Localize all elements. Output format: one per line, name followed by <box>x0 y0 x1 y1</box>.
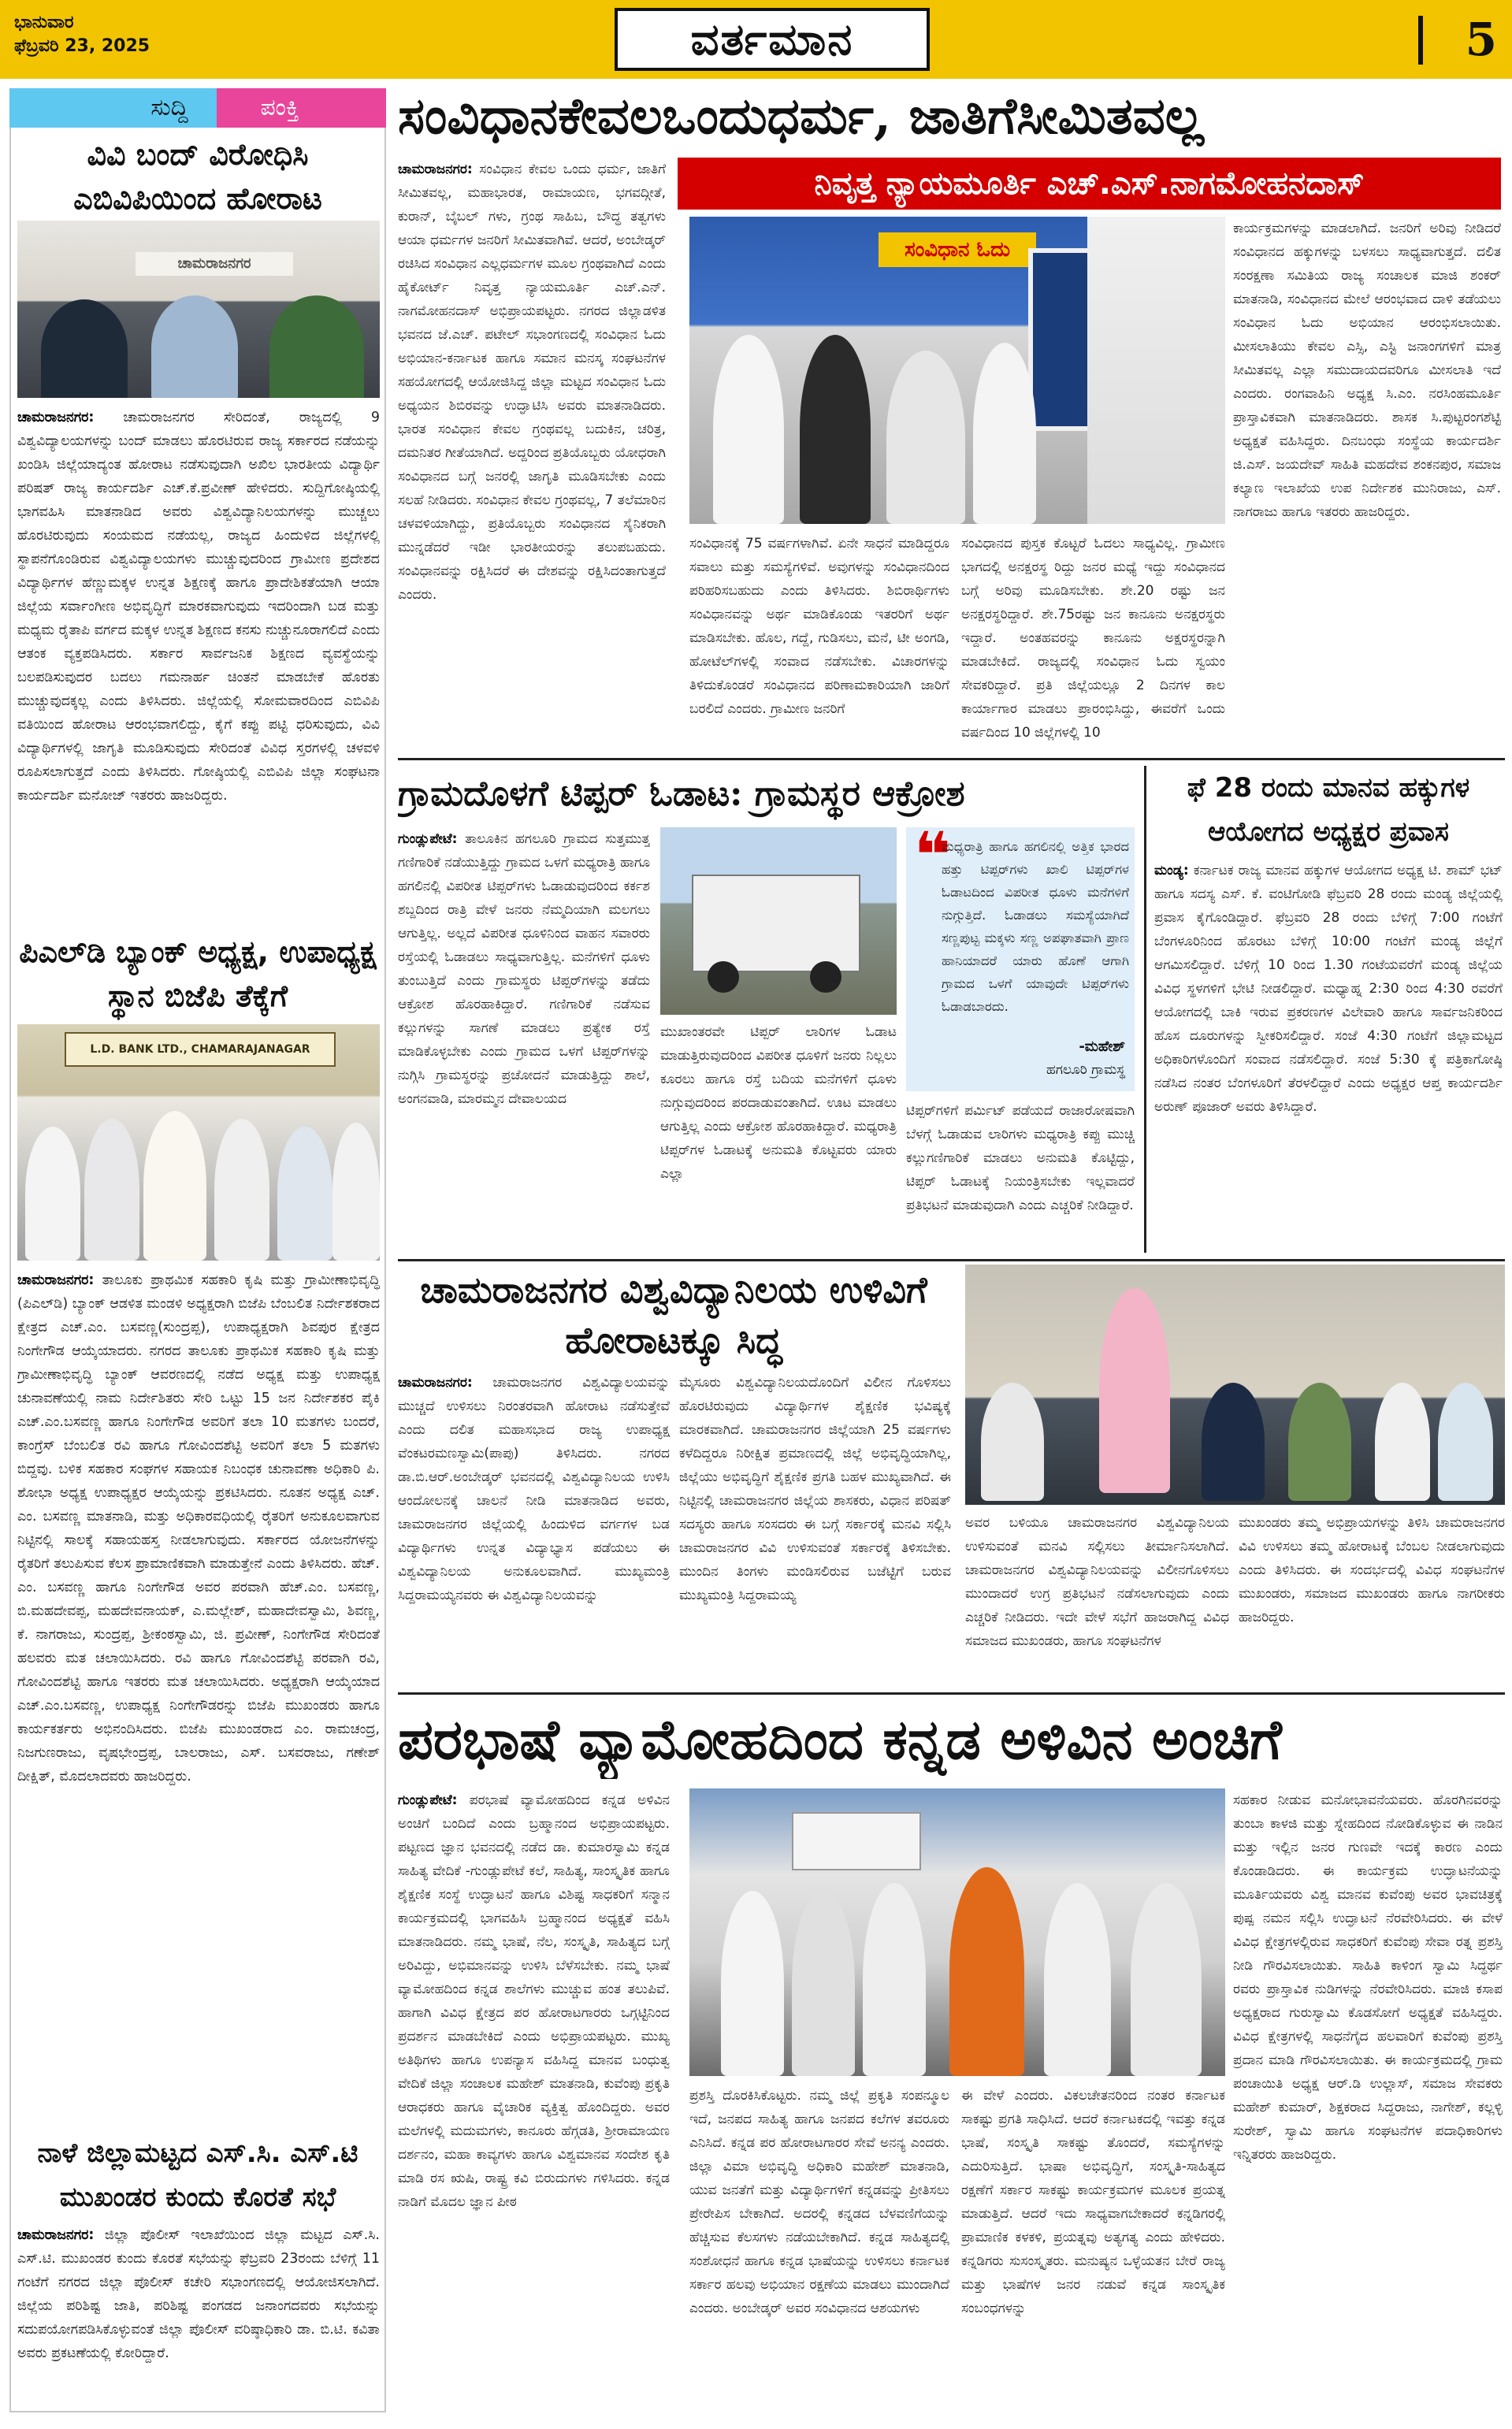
person-figure <box>886 351 965 524</box>
person-figure <box>84 1119 139 1261</box>
dateline: ಚಾಮರಾಜನಗರ: <box>398 1375 473 1391</box>
person-figure <box>949 1867 1024 2076</box>
masthead-date-text: ಫೆಬ್ರವರಿ 23, 2025 <box>14 36 150 56</box>
sidebar-story3-headline: ನಾಳೆ ಜಿಲ್ಲಾಮಟ್ಟದ ಎಸ್.ಸಿ. ಎಸ್.ಟಿ ಮುಖಂಡರ ಕುಂದು ಕೊರತೆ ಸಭೆ <box>37 2137 358 2213</box>
person-figure <box>1375 1383 1430 1501</box>
banner-text: ಸಂವಿಧಾನ ಓದು <box>879 232 1036 267</box>
person-figure <box>143 1111 206 1261</box>
truck-shape <box>692 875 860 972</box>
tipper-col3: ಟಿಪ್ಪರ್‌ಗಳಿಗೆ ಪರ್ಮಿಟ್ ಪಡೆಯದೆ ರಾಜಾರೋಷವಾಗಿ ಬೆಳಗ್ಗೆ ಓಡಾಡುವ ಲಾರಿಗಳು ಮಧ್ಯರಾತ್ರಿ ಕಪ್ಪು ಮುಚ್ಚಿ ಕಲ್ಲುಗಣಿಗಾರಿಕೆ ಮಾಡಲು ಅನುಮತಿ ಕೊಟ್ಟಿದ್ದು, ಟಿಪ್ಪರ್ ಓಡಾಟಕ್ಕೆ ನಿಯಂತ್ರಿಸಬೇಕು ಇಲ್ಲವಾದರೆ ಪ್ರತಿಭಟನೆ ಮಾಡುವುದಾಗಿ ಎಂದು ಎಚ್ಚರಿಕೆ ನೀಡಿದ್ದಾರೆ. <box>906 1103 1135 1213</box>
tipper-quote-box <box>906 819 1135 1091</box>
column-divider <box>1144 766 1146 1253</box>
story-text: ಜಿಲ್ಲಾ ಪೊಲೀಸ್ ಇಲಾಖೆಯಿಂದ ಜಿಲ್ಲಾ ಮಟ್ಟದ ಎಸ್.ಸಿ. ಎಸ್.ಟಿ. ಮುಖಂಡರ ಕುಂದು ಕೊರತೆ ಸಭೆಯನ್ನು ಫೆಬ್ರವರಿ 23ರಂದು ಬೆಳಿಗ್ಗೆ 11 ಗಂಟೆಗೆ ನಗರದ ಜಿಲ್ಲಾ ಪೊಲೀಸ್ ಕಚೇರಿ ಸಭಾಂಗಣದಲ್ಲಿ ಆಯೋಜಿಸಲಾಗಿದೆ. ಜಿಲ್ಲೆಯ ಪರಿಶಿಷ್ಟ ಜಾತಿ, ಪರಿಶಿಷ್ಟ ಪಂಗಡದ ಜನಾಂಗದವರು ಸಭೆಯನ್ನು ಸದುಪಯೋಗಪಡಿಸಿಕೊಳ್ಳುವಂತೆ ಜಿಲ್ಲಾ ಪೊಲೀಸ್ ವರಿಷ್ಠಾಧಿಕಾರಿ ಡಾ. ಬಿ.ಟಿ. ಕವಿತಾ ಅವರು ಪ್ರಕಟಣೆಯಲ್ಲಿ ಕೋರಿದ್ದಾರೆ. <box>17 2227 380 2361</box>
section-divider <box>398 758 1505 760</box>
univ-headline: ಚಾಮರಾಜನಗರ ವಿಶ್ವವಿದ್ಯಾನಿಲಯ ಉಳಿವಿಗೆ ಹೋರಾಟಕ್ಕೂ ಸಿದ್ಧ <box>420 1268 927 1361</box>
kannada-headline: ಪರಭಾಷೆ ವ್ಯಾಮೋಹದಿಂದ ಕನ್ನಡ ಅಳಿವಿನ ಅಂಚಿಗೆ <box>398 1707 1282 1772</box>
person-figure <box>269 295 364 398</box>
newspaper-name: ವರ್ತಮಾನ <box>615 8 930 71</box>
masthead-day: ಭಾನುವಾರ <box>14 13 74 32</box>
sidebar-story2-photo <box>17 1024 380 1261</box>
story-text: ಪರಭಾಷೆ ವ್ಯಾಮೋಹದಿಂದ ಕನ್ನಡ ಅಳಿವಿನ ಅಂಚಿಗೆ ಬಂದಿದೆ ಎಂದು ಬ್ರಹ್ಮಾನಂದ ಅಭಿಪ್ರಾಯಪಟ್ಟರು. ಪಟ್ಟಣದ ಜ್ಞಾನ ಭವನದಲ್ಲಿ ನಡೆದ ಡಾ. ಕುಮಾರಸ್ವಾಮಿ ಕನ್ನಡ ಸಾಹಿತ್ಯ ವೇದಿಕೆ -ಗುಂಡ್ಲುಪೇಟೆ ಕಲೆ, ಸಾಹಿತ್ಯ, ಸಾಂಸ್ಕೃತಿಕ ಹಾಗೂ ಶೈಕ್ಷಣಿಕ ಸಂಸ್ಥೆ ಉದ್ಘಾಟನೆ ಹಾಗೂ ವಿಶಿಷ್ಟ ಸಾಧಕರಿಗೆ ಸನ್ಮಾನ ಕಾರ್ಯಕ್ರಮದಲ್ಲಿ ಭಾಗವಹಿಸಿ ಬ್ರಹ್ಮಾನಂದ ಅಧ್ಯಕ್ಷತೆ ವಹಿಸಿ ಮಾತನಾಡಿದರು. ನಮ್ಮ ಭಾಷೆ, ನೆಲ, ಸಂಸ್ಕೃತಿ, ಸಾಹಿತ್ಯದ ಬಗ್ಗೆ ಅರಿವಿದ್ದು, ಅಭಿಮಾನವನ್ನು ಉಳಿಸಿ ಬೆಳೆಸಬೇಕು. ನಮ್ಮ ಭಾಷೆ ವ್ಯಾಮೋಹದಿಂದ ಕನ್ನಡ ಶಾಲೆಗಳು ಮುಚ್ಚುವ ಹಂತ ತಲುಪಿವೆ. ಹಾಗಾಗಿ ವಿವಿಧ ಕ್ಷೇತ್ರದ ಪರ ಹೋರಾಟಗಾರರು ಒಗ್ಗಟ್ಟಿನಿಂದ ಪ್ರದರ್ಶನ ಮಾಡಬೇಕಿದೆ ಎಂದು ಅಭಿಪ್ರಾಯಪಟ್ಟರು. ಮುಖ್ಯ ಅತಿಥಿಗಳು ಹಾಗೂ ಉಪನ್ಯಾಸ ವಹಿಸಿದ್ದ ಮಾನವ ಬಂಧುತ್ವ ವೇದಿಕೆ ಜಿಲ್ಲಾ ಸಂಚಾಲಕ ಮಹೇಶ್ ಮಾತನಾಡಿ, ಕುವೆಂಪು ಪ್ರಕೃತಿ ಆರಾಧಕರು ಹಾಗೂ ವೈಚಾರಿಕ ವ್ಯಕ್ತಿತ್ವ ಹೊಂದಿದ್ದರು. ಅವರ ಮಲೆಗಳಲ್ಲಿ ಮದುಮಗಳು, ಕಾನೂರು ಹೆಗ್ಗಡತಿ, ಶ್ರೀರಾಮಾಯಣ ದರ್ಶನಂ, ಮಹಾ ಕಾವ್ಯಗಳು ಹಾಗೂ ವಿಶ್ವಮಾನವ ಸಂದೇಶ ಕೃತಿ ಮಾಡಿ ರಸ ಋಷಿ, ರಾಷ್ಟ್ರ ಕವಿ ಬಿರುದುಗಳು ಗಳಿಸಿದರು. ಕನ್ನಡ ನಾಡಿಗೆ ಮೊದಲ ಜ್ಞಾನ ಪೀಠ <box>398 1792 670 2210</box>
kannada-photo <box>689 1788 1225 2076</box>
quote-icon: ❝ <box>914 819 951 892</box>
tipper-headline: ಗ್ರಾಮದೊಳಗೆ ಟಿಪ್ಪರ್ ಓಡಾಟ: ಗ್ರಾಮಸ್ಥರ ಆಕ್ರೋಶ <box>398 774 965 814</box>
person-figure <box>721 1891 784 2076</box>
quote-author-place: ಹಗಲೂರಿ ಗ್ರಾಮಸ್ಥ <box>1046 1062 1125 1078</box>
univ-col2: ಮೈಸೂರು ವಿಶ್ವವಿದ್ಯಾನಿಲಯದೊಂದಿಗೆ ವಿಲೀನ ಗೊಳಿಸಲು ಹೊರಟಿರುವುದು ವಿದ್ಯಾರ್ಥಿಗಳ ಶೈಕ್ಷಣಿಕ ಭವಿಷ್ಯಕ್ಕೆ ಮಾರಕವಾಗಿದೆ. ಚಾಮರಾಜನಗರ ಜಿಲ್ಲೆಯಾಗಿ 25 ವರ್ಷಗಳು ಕಳೆದಿದ್ದರೂ ನಿರೀಕ್ಷಿತ ಪ್ರಮಾಣದಲ್ಲಿ ಜಿಲ್ಲೆ ಅಭಿವೃದ್ಧಿಯಾಗಿಲ್ಲ, ಜಿಲ್ಲೆಯು ಅಭಿವೃದ್ಧಿಗೆ ಶೈಕ್ಷಣಿಕ ಪ್ರಗತಿ ಬಹಳ ಮುಖ್ಯವಾಗಿದೆ. ಈ ನಿಟ್ಟಿನಲ್ಲಿ ಚಾಮರಾಜನಗರ ಜಿಲ್ಲೆಯ ಶಾಸಕರು, ವಿಧಾನ ಪರಿಷತ್ ಸದಸ್ಯರು ಹಾಗೂ ಸಂಸದರು ಈ ಬಗ್ಗೆ ಸರ್ಕಾರಕ್ಕೆ ಮನವಿ ಸಲ್ಲಿಸಿ ಚಾಮರಾಜನಗರ ವಿವಿ ಉಳಿಸುವಂತೆ ಸರ್ಕಾರಕ್ಕೆ ತಿಳಿಸಬೇಕು. ಮುಂದಿನ ತಿಂಗಳು ಮಂಡಿಸಲಿರುವ ಬಜೆಟ್ಟಿಗೆ ಬರುವ ಮುಖ್ಯಮಂತ್ರಿ ಸಿದ್ದರಾಮಯ್ಯ <box>679 1375 951 1603</box>
story-text: ಚಾಮರಾಜನಗರ ವಿಶ್ವವಿದ್ಯಾಲಯವನ್ನು ಮುಚ್ಚದೆ ಉಳಿಸಲು ನಿರಂತರವಾಗಿ ಹೋರಾಟ ನಡೆಸುತ್ತೇವೆ ಎಂದು ದಲಿತ ಮಹಾಸಭಾದ ರಾಜ್ಯ ಉಪಾಧ್ಯಕ್ಷ ವೆಂಕಟರಮಣಸ್ವಾಮಿ(ಪಾಪು) ತಿಳಿಸಿದರು. ನಗರದ ಡಾ.ಬಿ.ಆರ್.ಅಂಬೇಡ್ಕರ್ ಭವನದಲ್ಲಿ ವಿಶ್ವವಿದ್ಯಾನಿಲಯ ಉಳಿಸಿ ಆಂದೋಲನಕ್ಕೆ ಚಾಲನೆ ನೀಡಿ ಮಾತನಾಡಿದ ಅವರು, ಚಾಮರಾಜನಗರ ಜಿಲ್ಲೆಯಲ್ಲಿ ಹಿಂದುಳಿದ ವರ್ಗಗಳ ಬಡ ವಿದ್ಯಾರ್ಥಿಗಳು ಉನ್ನತ ವಿದ್ಯಾಭ್ಯಾಸ ಪಡೆಯಲು ಈ ವಿಶ್ವವಿದ್ಯಾನಿಲಯ ಅನುಕೂಲವಾಗಿದೆ. ಮುಖ್ಯಮಂತ್ರಿ ಸಿದ್ದರಾಮಯ್ಯನವರು ಈ ವಿಶ್ವವಿದ್ಯಾನಿಲಯವನ್ನು <box>398 1375 670 1603</box>
story-text: ಸಂವಿಧಾನ ಕೇವಲ ಒಂದು ಧರ್ಮ, ಜಾತಿಗೆ ಸೀಮಿತವಲ್ಲ, ಮಹಾಭಾರತ, ರಾಮಾಯಣ, ಭಗವದ್ಗೀತೆ, ಕುರಾನ್, ಬೈಬಲ್ ಗಳು, ಗ್ರಂಥ ಸಾಹಿಬ, ಬೌದ್ಧ ತತ್ವಗಳು ಆಯಾ ಧರ್ಮಗಳ ಜನರಿಗೆ ಸೀಮಿತವಾಗಿವೆ. ಆದರೆ, ಅಂಬೇಡ್ಕರ್ ರಚಿಸಿದ ಸಂವಿಧಾನ ಎಲ್ಲಧರ್ಮಗಳ ಮೂಲ ಗ್ರಂಥವಾಗಿದೆ ಎಂದು ಹೈಕೋರ್ಟ್ ನಿವೃತ್ತ ನ್ಯಾಯಮೂರ್ತಿ ಎಚ್.ಎನ್. ನಾಗಮೋಹನದಾಸ್ ಅಭಿಪ್ರಾಯಪಟ್ಟರು. ನಗರದ ಜಿಲ್ಲಾಡಳಿತ ಭವನದ ಜೆ.ಎಚ್. ಪಟೇಲ್ ಸಭಾಂಗಣದಲ್ಲಿ ಸಂವಿಧಾನ ಓದು ಅಭಿಯಾನ-ಕರ್ನಾಟಕ ಹಾಗೂ ಸಮಾನ ಮನಸ್ಕ ಸಂಘಟನೆಗಳ ಸಹಯೋಗದಲ್ಲಿ ಆಯೋಜಿಸಿದ್ದ ಜಿಲ್ಲಾ ಮಟ್ಟದ ಸಂವಿಧಾನ ಓದು ಅಧ್ಯಯನ ಶಿಬಿರವನ್ನು ಉದ್ಘಾಟಿಸಿ ಅವರು ಮಾತನಾಡಿದರು. ಭಾರತ ಸಂವಿಧಾನ ಕೇವಲ ಗ್ರಂಥವಲ್ಲ ಬದುಕಿನ, ಚರಿತ್ರ, ದಮನಿತರ ಗೀತೆಯಾಗಿದೆ. ಅದ್ದರಿಂದ ಪ್ರತಿಯೊಬ್ಬರು ಯೋಧರಾಗಿ ಸಂವಿಧಾನದ ಬಗ್ಗೆ ಜನರಲ್ಲಿ ಜಾಗೃತಿ ಮೂಡಿಸಬೇಕು ಎಂದು ಸಲಹೆ ನೀಡಿದರು. ಸಂವಿಧಾನ ಕೇವಲ ಗ್ರಂಥವಲ್ಲ, 7 ತಲೆಮಾರಿನ ಚಳವಳಿಯಾಗಿದ್ದು, ಪ್ರತಿಯೊಬ್ಬರು ಸಂವಿಧಾನದ ಸೈನಿಕರಾಗಿ ಮುನ್ನಡೆದರೆ ಇಡೀ ಭಾರತೀಯರನ್ನು ತಲುಪಬಹುದು. ಸಂವಿಧಾನವನ್ನು ರಕ್ಷಿಸಿದರೆ ಈ ದೇಶವನ್ನು ರಕ್ಷಿಸಿದಂತಾಗುತ್ತದೆ ಎಂದರು. <box>398 162 666 603</box>
photo-banner <box>792 1812 921 1870</box>
univ-col1 <box>398 1371 670 1686</box>
truck-wheel <box>810 961 841 993</box>
person-figure <box>1202 1383 1265 1501</box>
person-figure <box>981 1383 1044 1501</box>
lead-col1 <box>398 158 666 748</box>
person-figure <box>792 1891 855 2076</box>
lead-subhead: ನಿವೃತ್ತ ನ್ಯಾಯಮೂರ್ತಿ ಎಚ್.ಎಸ್.ನಾಗಮೋಹನದಾಸ್ <box>678 158 1501 210</box>
person-figure <box>277 1127 332 1261</box>
masthead-date <box>14 11 235 58</box>
lead-photo-poster <box>1087 217 1225 524</box>
person-figure <box>1044 1883 1111 2076</box>
person-figure <box>41 299 128 398</box>
kannada-col4: ಸಹಕಾರ ನೀಡುವ ಮನೋಭಾವನೆಯವರು. ಹೊರಗಿನವರನ್ನು ತುಂಬಾ ಕಾಳಜಿ ಮತ್ತು ಸ್ನೇಹದಿಂದ ನೋಡಿಕೊಳ್ಳುವ ಈ ನಾಡಿನ ಮತ್ತು ಇಲ್ಲಿನ ಜನರ ಗುಣವೇ ಇದಕ್ಕೆ ಕಾರಣ ಎಂದು ಕೊಂಡಾಡಿದರು. ಈ ಕಾರ್ಯಕ್ರಮ ಉದ್ಘಾಟನೆಯನ್ನು ಮೂರ್ತಿಯವರು ವಿಶ್ವ ಮಾನವ ಕುವೆಂಪು ಅವರ ಭಾವಚಿತ್ರಕ್ಕೆ ಪುಷ್ಪ ನಮನ ಸಲ್ಲಿಸಿ ಉದ್ಘಾಟನೆ ನೆರವೇರಿಸಿದರು. ಈ ವೇಳೆ ವಿವಿಧ ಕ್ಷೇತ್ರಗಳಲ್ಲಿರುವ ಸಾಧಕರಿಗೆ ಕುವೆಂಪು ಸೇವಾ ರತ್ನ ಪ್ರಶಸ್ತಿ ನೀಡಿ ಗೌರವಿಸಲಾಯಿತು. ಸಾಹಿತಿ ಕಾಳಿಂಗ ಸ್ವಾಮಿ ಸಿದ್ಧರ್ಥ ರವರು ಪ್ರಾಸ್ತಾವಿಕ ನುಡಿಗಳನ್ನು ನೆರವೇರಿಸಿದರು. ಮಾಜಿ ಕಸಾಪ ಅಧ್ಯಕ್ಷರಾದ ಗುರುಸ್ವಾಮಿ ಕೊಡಸೋಗೆ ಅಧ್ಯಕ್ಷತೆ ವಹಿಸಿದ್ದರು. ವಿವಿಧ ಕ್ಷೇತ್ರಗಳಲ್ಲಿ ಸಾಧನೆಗೈದ ಹಲವಾರಿಗೆ ಕುವೆಂಪು ಪ್ರಶಸ್ತಿ ಪ್ರದಾನ ಮಾಡಿ ಗೌರವಿಸಲಾಯಿತು. ಈ ಕಾರ್ಯಕ್ರಮದಲ್ಲಿ ಗ್ರಾಮ ಪಂಚಾಯಿತಿ ಅಧ್ಯಕ್ಷ ಆರ್.ಡಿ ಉಲ್ಲಾಸ್, ಸಮಾಜ ಸೇವಕರು ಮಹೇಶ್ ಕುಮಾರ್, ಶಿಕ್ಷಕರಾದ ಸಿದ್ದರಾಜು, ನಾಗೇಶ್, ಕಲ್ಲಳ್ಳಿ ಸುರೇಶ್, ಸ್ವಾಮಿ ಹಾಗೂ ಸಂಘಟನೆಗಳ ಪದಾಧಿಕಾರಿಗಳು ಇನ್ನಿತರರು ಹಾಜರಿದ್ದರು. <box>1233 1792 1503 2163</box>
univ-col4: ಮುಖಂಡರು ತಮ್ಮ ಅಭಿಪ್ರಾಯಗಳನ್ನು ತಿಳಿಸಿ ಚಾಮರಾಜನಗರ ವಿವಿ ಉಳಿಸಲು ತಮ್ಮ ಹೋರಾಟಕ್ಕೆ ಬೆಂಬಲ ನೀಡಲಾಗುವುದು ಎಂದು ತಿಳಿಸಿದರು. ಈ ಸಂದರ್ಭದಲ್ಲಿ ವಿವಿಧ ಸಂಘಟನೆಗಳ ಮುಖಂಡರು, ಸಮಾಜದ ಮುಖಂಡರು ಹಾಗೂ ನಾಗರೀಕರು ಹಾಜರಿದ್ದರು. <box>1239 1515 1505 1625</box>
sidebar-story3-body <box>17 2223 380 2409</box>
lead-col3: ಸಂವಿಧಾನದ ಪುಸ್ತಕ ಕೊಟ್ಟರೆ ಓದಲು ಸಾಧ್ಯವಿಲ್ಲ. ಗ್ರಾಮೀಣ ಭಾಗದಲ್ಲಿ ಅನಕ್ಷರಸ್ಥ ರಿದ್ದು ಜನರ ಮಧ್ಯೆ ಇದ್ದು ಸಂವಿಧಾನದ ಬಗ್ಗೆ ಅರಿವು ಮೂಡಿಸಬೇಕು. ಶೇ.20 ರಷ್ಟು ಜನ ಅನಕ್ಷರಸ್ಥರಿದ್ದಾರೆ. ಶೇ.75ರಷ್ಟು ಜನ ಕಾನೂನು ಅನಕ್ಷರಸ್ಥರು ಇದ್ದಾರೆ. ಅಂತಹವರನ್ನು ಕಾನೂನು ಅಕ್ಷರಸ್ಥರನ್ನಾಗಿ ಮಾಡಬೇಕಿದೆ. ರಾಜ್ಯದಲ್ಲಿ ಸಂವಿಧಾನ ಓದು ಸ್ವಯಂ ಸೇವಕರಿದ್ದಾರೆ. ಪ್ರತಿ ಜಿಲ್ಲೆಯಲ್ಲೂ 2 ದಿನಗಳ ಕಾಲ ಕಾರ್ಯಾಗಾರ ಮಾಡಲು ಪ್ರಾರಂಭಿಸಿದ್ದು, ಈವರೆಗೆ ಒಂದು ವರ್ಷದಿಂದ 10 ಜಿಲ್ಲೆಗಳಲ್ಲಿ 10 <box>961 536 1225 741</box>
sidebar-story2-body <box>17 1268 380 2127</box>
person-figure <box>1288 1383 1351 1501</box>
section-divider <box>398 1259 1505 1261</box>
quote-author: -ಮಹೇಶ್ <box>1079 1038 1125 1055</box>
person-figure <box>214 1119 269 1261</box>
person-figure <box>713 335 784 524</box>
story-text: ತಾಲೂಕು ಪ್ರಾಥಮಿಕ ಸಹಕಾರಿ ಕೃಷಿ ಮತ್ತು ಗ್ರಾಮೀಣಾಭಿವೃದ್ಧಿ (ಪಿಎಲ್‌ಡಿ) ಬ್ಯಾಂಕ್ ಆಡಳಿತ ಮಂಡಳಿ ಅಧ್ಯಕ್ಷರಾಗಿ ಬಿಜೆಪಿ ಬೆಂಬಲಿತ ನಿರ್ದೇಶಕರಾದ ಕ್ಷೇತ್ರದ ಎಚ್.ಎಂ. ಬಸವಣ್ಣ(ಸುಂದ್ರಪ್ಪ), ಉಪಾಧ್ಯಕ್ಷರಾಗಿ ಶಿವಪುರ ಕ್ಷೇತ್ರದ ನಿಂಗೇಗೌಡ ಆಯ್ಕೆಯಾದರು. ನಗರದ ತಾಲೂಕು ಪ್ರಾಥಮಿಕ ಸಹಕಾರಿ ಕೃಷಿ ಮತ್ತು ಗ್ರಾಮೀಣಾಭಿವೃದ್ಧಿ ಬ್ಯಾಂಕ್ ಆವರಣದಲ್ಲಿ ನಡೆದ ಅಧ್ಯಕ್ಷ ಮತ್ತು ಉಪಾಧ್ಯಕ್ಷ ಚುನಾವಣೆಯಲ್ಲಿ ನಾಮ ನಿರ್ದೇಶಿತರು ಸೇರಿ ಒಟ್ಟು 15 ಜನ ನಿರ್ದೇಶಕರ ಪೈಕಿ ಎಚ್.ಎಂ.ಬಸವಣ್ಣ ಹಾಗೂ ನಿಂಗೇಗೌಡ ಅವರಿಗೆ ತಲಾ 10 ಮತಗಳು ಬಂದರೆ, ಕಾಂಗ್ರೆಸ್ ಬೆಂಬಲಿತ ರವಿ ಹಾಗೂ ಗೋವಿಂದಶೆಟ್ಟಿ ಅವರಿಗೆ ತಲಾ 5 ಮತಗಳು ಬಿದ್ದವು. ಬಳಿಕ ಸಹಕಾರ ಸಂಘಗಳ ಸಹಾಯಕ ನಿಬಂಧಕ ಚುನಾವಣಾ ಅಧಿಕಾರಿ ಪಿ. ಶೋಭಾ ಅಧ್ಯಕ್ಷ ಉಪಾಧ್ಯಕ್ಷರ ಆಯ್ಕೆಯನ್ನು ಪ್ರಕಟಿಸಿದರು. ನೂತನ ಅಧ್ಯಕ್ಷ ಎಚ್. ಎಂ. ಬಸವಣ್ಣ ಮಾತನಾಡಿ, ಮತ್ತು ಅಧಿಕಾರವಧಿಯಲ್ಲಿ ರೈತರಿಗೆ ಅನುಕೂಲವಾಗುವ ನಿಟ್ಟಿನಲ್ಲಿ ಸಾಲಕ್ಕೆ ಸಹಾಯಹಸ್ತ ನೀಡಲಾಗುವುದು. ಸರ್ಕಾರದ ಯೋಜನೆಗಳನ್ನು ರೈತರಿಗೆ ತಲುಪಿಸುವ ಕೆಲಸ ಪ್ರಾಮಾಣಿಕವಾಗಿ ಮಾಡುತ್ತೇನೆ ಎಂದು ತಿಳಿಸಿದರು. ಹೆಚ್. ಎಂ. ಬಸವಣ್ಣ ಹಾಗೂ ನಿಂಗೇಗೌಡ ಅವರ ಪರವಾಗಿ ಹೆಚ್.ಎಂ. ಬಸವಣ್ಣ, ಬಿ.ಮಹದೇವಪ್ಪ, ಮಹದೇವನಾಯಕ್, ಎ.ಮಲ್ಲೇಶ್, ಮಹಾದೇವಸ್ವಾಮಿ, ಶಿವಣ್ಣ, ಕೆ. ನಾಗರಾಜು, ಸುಂದ್ರಪ್ಪ, ಶ್ರೀಕಂಠಸ್ವಾಮಿ, ಜಿ. ಪ್ರವೀಣ್, ನಿಂಗೇಗೌಡ ಸೇರಿದಂತೆ ಹಲವರು ಮತ ಚಲಾಯಿಸಿದರು. ರವಿ ಹಾಗೂ ಗೋವಿಂದಶೆಟ್ಟಿ ಪರವಾಗಿ ರವಿ, ಗೋವಿಂದಶೆಟ್ಟಿ ಹಾಗೂ ಇತರರು ಮತ ಚಲಾಯಿಸಿದರು. ಅಧ್ಯಕ್ಷರಾಗಿ ಆಯ್ಕೆಯಾದ ಎಚ್.ಎಂ.ಬಸವಣ್ಣ, ಉಪಾಧ್ಯಕ್ಷ ನಿಂಗೇಗೌಡರನ್ನು ಬಿಜೆಪಿ ಮುಖಂಡರು ಹಾಗೂ ಕಾರ್ಯಕರ್ತರು ಅಭಿನಂದಿಸಿದರು. ಬಿಜೆಪಿ ಮುಖಂಡರಾದ ಎಂ. ರಾಮಚಂದ್ರ, ನಿಜಗುಣರಾಜು, ವೃಷಭೇಂದ್ರಪ್ಪ, ಬಾಲರಾಜು, ಎಸ್. ಬಸವರಾಜು, ಗಣೇಶ್ ದೀಕ್ಷಿತ್, ಮೊದಲಾದವರು ಹಾಜರಿದ್ದರು. <box>17 1272 380 1785</box>
sidebar-banner-left: ಸುದ್ದಿ <box>150 94 188 121</box>
univ-col3: ಅವರ ಬಳಿಯೂ ಚಾಮರಾಜನಗರ ವಿಶ್ವವಿದ್ಯಾನಿಲಯ ಉಳಿಸುವಂತೆ ಮನವಿ ಸಲ್ಲಿಸಲು ತೀರ್ಮಾನಿಸಲಾಗಿದೆ. ಚಾಮರಾಜನಗರ ವಿಶ್ವವಿದ್ಯಾನಿಲಯವನ್ನು ವಿಲೀನಗೊಳಿಸಲು ಮುಂದಾದರೆ ಉಗ್ರ ಪ್ರತಿಭಟನೆ ನಡೆಸಲಾಗುವುದು ಎಂದು ಎಚ್ಚರಿಕೆ ನೀಡಿದರು. ಇದೇ ವೇಳೆ ಸಭೆಗೆ ಹಾಜರಾಗಿದ್ದ ವಿವಿಧ ಸಮಾಜದ ಮುಖಂಡರು, ಹಾಗೂ ಸಂಘಟನೆಗಳ <box>965 1515 1229 1649</box>
dateline: ಮಂಡ್ಯ: <box>1154 863 1189 878</box>
kannada-col1 <box>398 1788 670 2411</box>
sidebar-banner-right: ಪಂಕ್ತಿ <box>260 94 299 121</box>
bank-signboard: L.D. BANK LTD., CHAMARAJANAGAR <box>65 1032 336 1067</box>
tipper-col2: ಮುಖಾಂತರವೇ ಟಿಪ್ಪರ್ ಲಾರಿಗಳ ಓಡಾಟ ಮಾಡುತ್ತಿರುವುದರಿಂದ ವಿಪರೀತ ಧೂಳಿಗೆ ಜನರು ನಿಲ್ಲಲು ಕೂರಲು ಹಾಗೂ ರಸ್ತೆ ಬದಿಯ ಮನೆಗಳಿಗೆ ಧೂಳು ನುಗ್ಗುವುದರಿಂದ ಪರದಾಡುವಂತಾಗಿದೆ. ಊಟ ಮಾಡಲು ಆಗುತ್ತಿಲ್ಲ ಎಂದು ಆಕ್ರೋಶ ಹೊರಹಾಕಿದ್ದಾರೆ. ಮಧ್ಯರಾತ್ರಿ ಟಿಪ್ಪರ್‌ಗಳ ಓಡಾಟಕ್ಕೆ ಅನುಮತಿ ಕೊಟ್ಟವರು ಯಾರು ಎಲ್ಲಾ <box>660 1024 897 1182</box>
tipper-truck-photo <box>660 827 897 1015</box>
person-figure <box>25 1127 80 1261</box>
truck-wheel <box>708 961 739 993</box>
story-text: ತಾಲೂಕಿನ ಹಗಲೂರಿ ಗ್ರಾಮದ ಸುತ್ತಮುತ್ತ ಗಣಿಗಾರಿಕೆ ನಡೆಯುತ್ತಿದ್ದು ಗ್ರಾಮದ ಒಳಗೆ ಮಧ್ಯರಾತ್ರಿ ಹಾಗೂ ಹಗಲಿನಲ್ಲಿ ವಿಪರೀತ ಟಿಪ್ಪರ್‌ಗಳು ಓಡಾಡುವುದರಿಂದ ಕರ್ಕಶ ಶಬ್ದದಿಂದ ರಾತ್ರಿ ವೇಳೆ ಜನರು ನೆಮ್ಮದಿಯಾಗಿ ಮಲಗಲು ಆಗುತ್ತಿಲ್ಲ. ಅಲ್ಲದೆ ವಿಪರೀತ ಧೂಳಿನಿಂದ ವಾಹನ ಸವಾರರು ರಸ್ತೆಯಲ್ಲಿ ಓಡಾಡಲು ಸಾಧ್ಯವಾಗುತ್ತಿಲ್ಲ. ಮನೆಗಳಿಗೆ ಧೂಳು ತುಂಬುತ್ತಿದೆ ಎಂದು ಗ್ರಾಮಸ್ಥರು ಟಿಪ್ಪರ್‌ಗಳನ್ನು ತಡೆದು ಆಕ್ರೋಶ ಹೊರಹಾಕಿದ್ದಾರೆ. ಗಣಿಗಾರಿಕೆ ನಡೆಸುವ ಕಲ್ಲುಗಳನ್ನು ಸಾಗಣೆ ಮಾಡಲು ಪ್ರತ್ಯೇಕ ರಸ್ತೆ ಮಾಡಿಕೊಳ್ಳಬೇಕು ಎಂದು ಗ್ರಾಮದ ಒಳಗೆ ಟಿಪ್ಪರ್‌ಗಳನ್ನು ನುಗ್ಗಿಸಿ ಗ್ರಾಮಸ್ಥರನ್ನು ಪ್ರಚೋದನೆ ಮಾಡುತ್ತಿದ್ದು ಶಾಲೆ, ಅಂಗನವಾಡಿ, ಮಾರಮ್ಮನ ದೇವಾಲಯದ <box>398 831 650 1107</box>
person-figure <box>1438 1383 1493 1501</box>
person-figure <box>151 295 238 398</box>
rights-body <box>1154 859 1503 1253</box>
lead-headline: ಸಂವಿಧಾನಕೇವಲಒಂದುಧರ್ಮ, ಜಾತಿಗೆಸೀಮಿತವಲ್ಲ <box>398 87 1204 146</box>
lead-col2: ಸಂವಿಧಾನಕ್ಕೆ 75 ವರ್ಷಗಳಾಗಿವೆ. ಏನೇ ಸಾಧನೆ ಮಾಡಿದ್ದರೂ ಸವಾಲು ಮತ್ತು ಸಮಸ್ಯೆಗಳಿವೆ. ಅವುಗಳನ್ನು ಸಂವಿಧಾನದಿಂದ ಪರಿಹರಿಸಬಹುದು ಎಂದು ತಿಳಿಸಿದರು. ಶಿಬಿರಾರ್ಥಿಗಳು ಸಂವಿಧಾನವನ್ನು ಅರ್ಥ ಮಾಡಿಕೊಂಡು ಇತರರಿಗೆ ಅರ್ಥ ಮಾಡಿಸಬೇಕು. ಹೊಲ, ಗದ್ದೆ, ಗುಡಿಸಲು, ಮನೆ, ಟೀ ಅಂಗಡಿ, ಹೋಟೆಲ್‌ಗಳಲ್ಲಿ ಸಂವಾದ ನಡೆಸಬೇಕು. ವಿಚಾರಗಳನ್ನು ತಿಳಿದುಕೊಂಡರೆ ಸಂವಿಧಾನದ ಪರಿಣಾಮಕಾರಿಯಾಗಿ ಜಾರಿಗೆ ಬರಲಿದೆ ಎಂದರು. ಗ್ರಾಮೀಣ ಜನರಿಗೆ <box>689 536 949 717</box>
story-text: ಚಾಮರಾಜನಗರ ಸೇರಿದಂತೆ, ರಾಜ್ಯದಲ್ಲಿ 9 ವಿಶ್ವವಿದ್ಯಾಲಯಗಳನ್ನು ಬಂದ್ ಮಾಡಲು ಹೊರಟಿರುವ ರಾಜ್ಯ ಸರ್ಕಾರದ ನಡೆಯನ್ನು ಖಂಡಿಸಿ ಜಿಲ್ಲೆಯಾದ್ಯಂತ ಹೋರಾಟ ನಡೆಸುವುದಾಗಿ ಅಖಿಲ ಭಾರತೀಯ ವಿದ್ಯಾರ್ಥಿ ಪರಿಷತ್ ರಾಜ್ಯ ಕಾರ್ಯದರ್ಶಿ ಎಚ್.ಕೆ.ಪ್ರವೀಣ್ ಹೇಳಿದರು. ಸುದ್ದಿಗೋಷ್ಠಿಯಲ್ಲಿ ಭಾಗವಹಿಸಿ ಮಾತನಾಡಿದ ಅವರು ವಿಶ್ವವಿದ್ಯಾನಿಲಯಗಳನ್ನು ಮುಚ್ಚಲು ಹೊರಟಿರುವುದು ಸಂಯಮದ ನಡೆಯಲ್ಲ, ರಾಜ್ಯದ ಹಿಂದುಳಿದ ಜಿಲ್ಲೆಗಳಲ್ಲಿ ಸ್ಥಾಪನೆಗೊಂಡಿರುವ ವಿಶ್ವವಿದ್ಯಾಲಯಗಳು ಮುಚ್ಚುವುದರಿಂದ ಗ್ರಾಮೀಣ ಪ್ರದೇಶದ ವಿದ್ಯಾರ್ಥಿಗಳ ಹೆಣ್ಣುಮಕ್ಕಳ ಉನ್ನತ ಶಿಕ್ಷಣಕ್ಕೆ ಹಾಗೂ ಪ್ರಾದೇಶಿಕತೆಯಾಗಿ ಆಯಾ ಜಿಲ್ಲೆಯ ಸರ್ವಾಂಗೀಣ ಅಭಿವೃದ್ಧಿಗೆ ಮಾರಕವಾಗುವುದು ಇದರಿಂದಾಗಿ ಬಡ ಮತ್ತು ಮಧ್ಯಮ ರೈತಾಪಿ ವರ್ಗದ ಮಕ್ಕಳ ಉನ್ನತ ಶಿಕ್ಷಣದ ಕನಸು ನುಚ್ಚುನೂರಾಗಲಿದೆ ಎಂದು ಆತಂಕ ವ್ಯಕ್ತಪಡಿಸಿದರು. ಸರ್ಕಾರ ಸಾರ್ವಜನಿಕ ಶಿಕ್ಷಣದ ವ್ಯವಸ್ಥೆಯನ್ನು ಬಲಪಡಿಸುವುದರ ಬದಲು ಗಮನಾರ್ಹ ಚಿಂತನೆ ಮಾಡಬೇಕೆ ಹೊರತು ಮುಚ್ಚುವುದಕ್ಕಲ್ಲ ಎಂದು ತಿಳಿಸಿದರು. ಜಿಲ್ಲೆಯಲ್ಲಿ ಸೋಮವಾರದಿಂದ ಎಬಿವಿಪಿ ವತಿಯಿಂದ ಹೋರಾಟ ಆರಂಭವಾಗಲಿದ್ದು, ಕೈಗೆ ಕಪ್ಪು ಪಟ್ಟಿ ಧರಿಸುವುದು, ವಿವಿ ವಿದ್ಯಾರ್ಥಿಗಳಲ್ಲಿ ಜಾಗೃತಿ ಮೂಡಿಸುವುದು ಸೇರಿದಂತೆ ವಿವಿಧ ಸ್ತರಗಳಲ್ಲಿ ಚಳವಳಿ ರೂಪಿಸಲಾಗುತ್ತದೆ ಎಂದು ತಿಳಿಸಿದರು. ಗೋಷ್ಠಿಯಲ್ಲಿ ಎಬಿವಿಪಿ ಜಿಲ್ಲಾ ಸಂಘಟನಾ ಕಾರ್ಯದರ್ಶಿ ಮನೋಜ್ ಇತರರು ಹಾಜರಿದ್ದರು. <box>17 410 380 804</box>
page-number: 5 <box>1465 13 1497 66</box>
sidebar-story1-body <box>17 406 380 926</box>
person-figure <box>800 335 871 524</box>
sidebar-story2-headline: ಪಿಎಲ್‌ಡಿ ಬ್ಯಾಂಕ್ ಅಧ್ಯಕ್ಷ, ಉಪಾಧ್ಯಕ್ಷ ಸ್ಥಾನ ಬಿಜೆಪಿ ತೆಕ್ಕೆಗೆ <box>19 934 377 1013</box>
person-figure <box>1099 1288 1170 1493</box>
dateline: ಚಾಮರಾಜನಗರ: <box>17 1272 95 1288</box>
kannada-col3: ಈ ವೇಳೆ ಎಂದರು. ವಿಕಲಚೇತನರಿಂದ ನಂತರ ಕರ್ನಾಟಕ ಸಾಕಷ್ಟು ಪ್ರಗತಿ ಸಾಧಿಸಿದೆ. ಆದರೆ ಕರ್ನಾಟಕದಲ್ಲಿ ಇವತ್ತು ಕನ್ನಡ ಭಾಷೆ, ಸಂಸ್ಕೃತಿ ಸಾಕಷ್ಟು ತೊಂದರೆ, ಸಮಸ್ಯೆಗಳನ್ನು ಎದುರಿಸುತ್ತಿದೆ. ಭಾಷಾ ಅಭಿವೃದ್ಧಿಗೆ, ಸಂಸ್ಕೃತಿ-ಸಾಹಿತ್ಯದ ರಕ್ಷಣೆಗೆ ಸರ್ಕಾರ ಸಾಕಷ್ಟು ಕಾರ್ಯಕ್ರಮಗಳ ಮೂಲಕ ಪ್ರಯತ್ನ ಮಾಡುತ್ತಿದೆ. ಆದರೆ ಇದು ಸಾಧ್ಯವಾಗಬೇಕಾದರೆ ಕನ್ನಡಿಗರಲ್ಲಿ ಪ್ರಾಮಾಣಿಕ ಕಳಕಳಿ, ಪ್ರಯತ್ನವು ಅತ್ಯಗತ್ಯ ಎಂದು ಹೇಳಿದರು. ಕನ್ನಡಿಗರು ಸುಸಂಸ್ಕೃತರು. ಮನುಷ್ಯನ ಒಳ್ಳೆಯತನ ಬೇರೆ ರಾಜ್ಯ ಮತ್ತು ಭಾಷೆಗಳ ಜನರ ನಡುವೆ ಕನ್ನಡ ಸಾಂಸ್ಕೃತಿಕ ಸಂಬಂಧಗಳನ್ನು <box>961 2088 1225 2316</box>
sidebar-story1-photo <box>17 221 380 398</box>
person-figure <box>332 1123 380 1261</box>
photo-backdrop-text: ಚಾಮರಾಜನಗರ <box>136 252 293 276</box>
person-figure <box>973 343 1036 524</box>
person-figure <box>1131 1883 1202 2076</box>
dateline: ಗುಂಡ್ಲುಪೇಟೆ: <box>398 1792 458 1808</box>
rights-headline: ಫೆ 28 ರಂದು ಮಾನವ ಹಕ್ಕುಗಳ ಆಯೋಗದ ಅಧ್ಯಕ್ಷರ ಪ್ರವಾಸ <box>1187 772 1470 848</box>
sidebar-story1-headline: ವಿವಿ ಬಂದ್ ವಿರೋಧಿಸಿ ಎಬಿವಿಪಿಯಿಂದ ಹೋರಾಟ <box>73 137 322 216</box>
story-text: ಕರ್ನಾಟಕ ರಾಜ್ಯ ಮಾನವ ಹಕ್ಕುಗಳ ಆಯೋಗದ ಅಧ್ಯಕ್ಷ ಟಿ. ಶಾಮ್ ಭಟ್ ಹಾಗೂ ಸದಸ್ಯ ಎಸ್. ಕೆ. ವಂಟಿಗೋಡಿ ಫೆಬ್ರವರಿ 28 ರಂದು ಮಂಡ್ಯ ಜಿಲ್ಲೆಯಲ್ಲಿ ಪ್ರವಾಸ ಕೈಗೊಂಡಿದ್ದಾರೆ. ಫೆಬ್ರವರಿ 28 ರಂದು ಬೆಳಿಗ್ಗೆ 7:00 ಗಂಟೆಗೆ ಬೆಂಗಳೂರಿನಿಂದ ಹೊರಟು ಬೆಳಿಗ್ಗೆ 10:00 ಗಂಟೆಗೆ ಮಂಡ್ಯ ಜಿಲ್ಲೆಗೆ ಆಗಮಿಸಲಿದ್ದಾರೆ. ಬೆಳಿಗ್ಗೆ 10 ರಿಂದ 1.30 ಗಂಟೆಯವರೆಗೆ ಮಂಡ್ಯ ಜಿಲ್ಲೆಯ ವಿವಿಧ ಸ್ಥಳಗಳಿಗೆ ಭೇಟಿ ನೀಡಲಿದ್ದಾರೆ. ಮಧ್ಯಾಹ್ನ 2:30 ರಿಂದ 4:30 ರವರೆಗೆ ಆಯೋಗದಲ್ಲಿ ಬಾಕಿ ಇರುವ ಪ್ರಕರಣಗಳ ವಿಲೇವಾರಿ ಹಾಗೂ ಸಾರ್ವಜನಿಕರಿಂದ ಹೊಸ ದೂರುಗಳನ್ನು ಸ್ವೀಕರಿಸಲಿದ್ದಾರೆ. ಸಂಜೆ 4:30 ಗಂಟೆಗೆ ಜಿಲ್ಲಾಮಟ್ಟದ ಅಧಿಕಾರಿಗಳೊಂದಿಗೆ ಸಂವಾದ ನಡೆಸಲಿದ್ದಾರೆ. ಸಂಜೆ 5:30 ಕ್ಕೆ ಪತ್ರಿಕಾಗೋಷ್ಠಿ ನಡೆಸಿದ ನಂತರ ಬೆಂಗಳೂರಿಗೆ ತೆರಳಲಿದ್ದಾರೆ ಎಂದು ಅಧ್ಯಕ್ಷರ ಆಪ್ತ ಕಾರ್ಯದರ್ಶಿ ಅರುಣ್ ಪೂಜಾರ್ ಅವರು ತಿಳಿಸಿದ್ದಾರೆ. <box>1154 863 1503 1115</box>
dateline: ಚಾಮರಾಜನಗರ: <box>398 162 473 177</box>
dateline: ಚಾಮರಾಜನಗರ: <box>17 2227 95 2243</box>
tipper-col1 <box>398 827 650 1253</box>
tipper-quote-text: ಮಧ್ಯರಾತ್ರಿ ಹಾಗೂ ಹಗಲಿನಲ್ಲಿ ಅತ್ತಿಕ ಭಾರದ ಹತ್ತು ಟಿಪ್ಪರ್‌ಗಳು ಖಾಲಿ ಟಿಪ್ಪರ್‌ಗಳ ಓಡಾಟದಿಂದ ವಿಪರೀತ ಧೂಳು ಮನೆಗಳಿಗೆ ನುಗ್ಗುತ್ತಿದೆ. ಓಡಾಡಲು ಸಮಸ್ಯೆಯಾಗಿದೆ ಸಣ್ಣಪುಟ್ಟ ಮಕ್ಕಳು ಸಣ್ಣ ಅಪಘಾತವಾಗಿ ಪ್ರಾಣ ಹಾನಿಯಾದರೆ ಯಾರು ಹೊಣೆ ಆಗಾಗಿ ಗ್ರಾಮದ ಒಳಗೆ ಯಾವುದೇ ಟಿಪ್ಪರ್‌ಗಳು ಓಡಾಡಬಾರದು. <box>942 839 1129 1014</box>
dateline: ಗುಂಡ್ಲುಪೇಟೆ: <box>398 831 458 847</box>
dateline: ಚಾಮರಾಜನಗರ: <box>17 410 95 425</box>
person-figure <box>863 1883 926 2076</box>
kannada-col2: ಪ್ರಶಸ್ತಿ ದೊರಕಿಸಿಕೊಟ್ಟರು. ನಮ್ಮ ಜಿಲ್ಲೆ ಪ್ರಕೃತಿ ಸಂಪನ್ಮೂಲ ಇದೆ, ಜನಪದ ಸಾಹಿತ್ಯ ಹಾಗೂ ಜನಪದ ಕಲೆಗಳ ತವರೂರು ಎನಿಸಿದೆ. ಕನ್ನಡ ಪರ ಹೋರಾಟಗಾರರ ಸೇವೆ ಅನನ್ಯ ಎಂದರು. ಜಿಲ್ಲಾ ವಿಮಾ ಅಭಿವೃದ್ಧಿ ಅಧಿಕಾರಿ ಮಹೇಶ್ ಮಾತನಾಡಿ, ಯುವ ಜನತೆಗೆ ಮತ್ತು ವಿದ್ಯಾರ್ಥಿಗಳಿಗೆ ಕನ್ನಡವನ್ನು ಪ್ರೀತಿಸಲು ಪ್ರೇರೇಪಿಸ ಬೇಕಾಗಿದೆ. ಅದರಲ್ಲಿ ಕನ್ನಡದ ಬೆಳವಣಿಗೆಯನ್ನು ಹೆಚ್ಚಿಸುವ ಕೆಲಸಗಳು ನಡೆಯಬೇಕಾಗಿದೆ. ಕನ್ನಡ ಸಾಹಿತ್ಯದಲ್ಲಿ ಸಂಶೋಧನೆ ಹಾಗೂ ಕನ್ನಡ ಭಾಷೆಯನ್ನು ಉಳಿಸಲು ಕರ್ನಾಟಕ ಸರ್ಕಾರ ಹಲವು ಅಭಿಯಾನ ರಕ್ಷಣೆಯ ಮಾಡಲು ಮುಂದಾಗಿದೆ ಎಂದರು. ಅಂಬೇಡ್ಕರ್ ಅವರ ಸಂವಿಧಾನದ ಆಶಯಗಳು <box>689 2088 949 2316</box>
univ-photo <box>965 1265 1505 1505</box>
lead-col4: ಕಾರ್ಯಕ್ರಮಗಳನ್ನು ಮಾಡಲಾಗಿದೆ. ಜನರಿಗೆ ಅರಿವು ನೀಡಿದರೆ ಸಂವಿಧಾನದ ಹಕ್ಕುಗಳನ್ನು ಬಳಸಲು ಸಾಧ್ಯವಾಗುತ್ತದೆ. ದಲಿತ ಸಂರಕ್ಷಣಾ ಸಮಿತಿಯ ರಾಜ್ಯ ಸಂಚಾಲಕ ಮಾಜಿ ಶಂಕರ್ ಮಾತನಾಡಿ, ಸಂವಿಧಾನದ ಮೇಲೆ ಆರಂಭವಾದ ದಾಳಿ ತಡೆಯಲು ಸಂವಿಧಾನ ಓದು ಅಭಿಯಾನ ಆರಂಭಿಸಲಾಯಿತು. ಮೀಸಲಾತಿಯು ಕೇವಲ ಎಸ್ಸಿ, ಎಸ್ಟಿ ಜನಾಂಗಗಳಿಗೆ ಮಾತ್ರ ಸೀಮಿತವಲ್ಲ ಎಲ್ಲಾ ಸಮುದಾಯದವರಿಗೂ ಮೀಸಲಾತಿ ಇದೆ ಎಂದರು. ರಂಗವಾಹಿನಿ ಅಧ್ಯಕ್ಷ ಸಿ.ಎಂ. ನರಸಿಂಹಮೂರ್ತಿ ಪ್ರಾಸ್ತಾವಿಕವಾಗಿ ಮಾತನಾಡಿದರು. ಶಾಸಕ ಸಿ.ಪುಟ್ಟರಂಗಶೆಟ್ಟಿ ಅಧ್ಯಕ್ಷತೆ ವಹಿಸಿದ್ದರು. ದಿನಬಂಧು ಸಂಸ್ಥೆಯ ಕಾರ್ಯದರ್ಶಿ ಜಿ.ಎಸ್. ಜಯದೇವ್ ಸಾಹಿತಿ ಮಹದೇವ ಶಂಕನಪುರ, ಸಮಾಜ ಕಲ್ಯಾಣ ಇಲಾಖೆಯ ಉಪ ನಿರ್ದೇಶಕ ಮುನಿರಾಜು, ಎಸ್. ನಾಗರಾಜು ಹಾಗೂ ಇತರರು ಹಾಜರಿದ್ದರು. <box>1233 221 1501 520</box>
section-divider <box>398 1692 1505 1695</box>
